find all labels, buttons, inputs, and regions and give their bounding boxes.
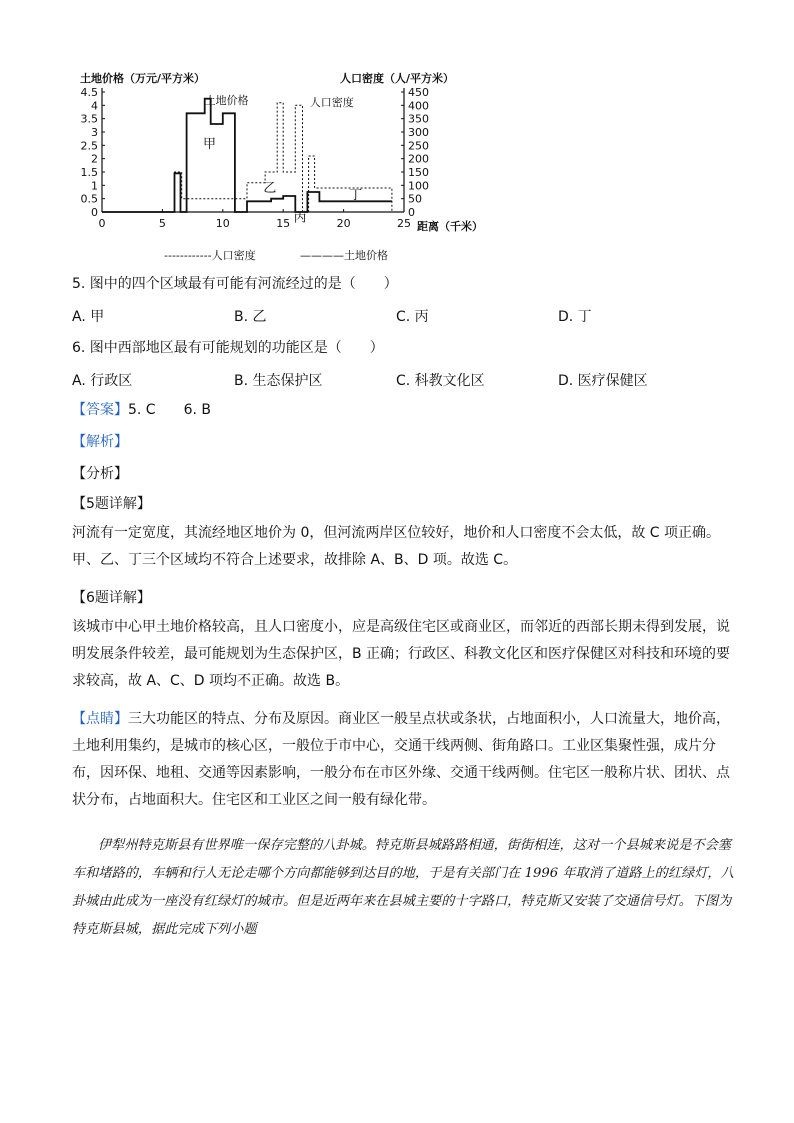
- d6-heading: 【6题详解】: [72, 590, 151, 606]
- right-axis-label: 人口密度（人/平方米）: [340, 72, 455, 85]
- left-tick-label: 3: [91, 126, 98, 139]
- q6-stem: 6. 图中西部地区最有可能规划的功能区是（ ）: [72, 340, 384, 356]
- x-tick-label: 5: [158, 217, 166, 230]
- answer-tag: 【答案】: [72, 402, 128, 418]
- right-tick-label: 450: [408, 86, 429, 99]
- x-tick-label: 20: [336, 217, 351, 230]
- d6-text: 该城市中心甲土地价格较高，且人口密度小，应是高级住宅区或商业区，而邻近的西部长期未得到发展，说明发展条件较差，最可能规划为生态保护区，B 正确；行政区、科教文化区和医疗保健区对科技和环境的要求较高，故 A、C、D 项均不正确。故选 B。: [72, 619, 731, 689]
- q5-option-a[interactable]: A. 甲: [72, 309, 105, 325]
- x-tick-label: 0: [98, 217, 106, 230]
- left-tick-label: 4.5: [80, 86, 98, 99]
- right-tick-label: 150: [408, 166, 429, 179]
- q5-options: [72, 306, 752, 326]
- q5-option-c[interactable]: C. 丙: [396, 309, 429, 325]
- left-tick-label: 3.5: [80, 112, 98, 126]
- legend-land: ————土地价格: [300, 249, 388, 262]
- left-tick-label: 0: [91, 206, 98, 219]
- legend-pop: ------------人口密度: [164, 249, 256, 262]
- left-tick-label: 1: [91, 179, 98, 193]
- land-price-population-chart: [72, 68, 492, 268]
- d5-text: 河流有一定宽度，其流经地区地价为 0，但河流两岸区位较好，地价和人口密度不会太低，故 C 项正确。甲、乙、丁三个区域均不符合上述要求，故排除 A、B、D 项。故选 C。: [72, 525, 721, 568]
- region-label-yi: 乙: [263, 181, 277, 196]
- land-series-label: 土地价格: [204, 94, 249, 107]
- region-label-bing: 丙: [293, 210, 307, 226]
- right-tick-label: 350: [408, 112, 429, 126]
- dianjing-tag: 【点睛】: [72, 711, 128, 727]
- dianjing-text: 三大功能区的特点、分布及原因。商业区一般呈点状或条状，占地面积小，人口流量大，地价高，土地利用集约，是城市的核心区，一般位于市中心，交通干线两侧、街角路口。工业区集聚性强，成片分布，因环保、地租、交通等因素影响，一般分布在市区外缘、交通干线两侧。住宅区一般称片状、团状、点状分布，占地面积大。住宅区和工业区之间一般有绿化带。: [72, 711, 730, 808]
- q6-option-b[interactable]: B. 生态保护区: [234, 373, 323, 389]
- dianjing-paragraph: [72, 706, 732, 814]
- left-axis-label: 土地价格（万元/平方米）: [80, 72, 206, 85]
- left-tick-label: 4: [91, 99, 98, 113]
- q6-option-d[interactable]: D. 医疗保健区: [558, 373, 648, 389]
- x-tick-label: 25: [397, 217, 411, 230]
- q6-option-c[interactable]: C. 科教文化区: [396, 373, 485, 389]
- q5-option-d[interactable]: D. 丁: [558, 309, 592, 325]
- left-tick-label: 0.5: [80, 192, 98, 206]
- q6-options: [72, 370, 752, 390]
- right-tick-label: 0: [408, 206, 415, 219]
- x-axis-label: 距离（千米）: [417, 220, 483, 233]
- right-tick-label: 250: [408, 139, 429, 153]
- region-label-ding: 丁: [349, 188, 363, 204]
- left-tick-label: 1.5: [80, 166, 98, 179]
- right-tick-label: 50: [408, 192, 422, 206]
- pop-series-label: 人口密度: [309, 95, 354, 109]
- right-tick-label: 400: [408, 99, 429, 113]
- q5-option-b[interactable]: B. 乙: [234, 309, 267, 325]
- right-tick-label: 200: [408, 152, 429, 166]
- d5-heading: 【5题详解】: [72, 496, 151, 512]
- q5-stem: 5. 图中的四个区域最有可能有河流经过的是（ ）: [72, 276, 398, 292]
- answer-line: [72, 400, 211, 420]
- q6-option-a[interactable]: A. 行政区: [72, 373, 133, 389]
- left-tick-label: 2.5: [80, 139, 98, 153]
- fenxi-heading: 【分析】: [72, 466, 128, 482]
- x-tick-label: 15: [276, 217, 291, 230]
- right-tick-label: 300: [408, 126, 429, 139]
- next-material: 伊犁州特克斯县有世界唯一保存完整的八卦城。特克斯县城路路相通，街街相连，这对一个县城来说是不会塞车和堵路的，车辆和行人无论走哪个方向都能够到达目的地，于是有关部门在 1996 年取消了道路上的红绿灯，八卦城由此成为一座没有红绿灯的城市。但是近两年来在县城主要的十字路口，特克斯又安装了交通信号灯。下图为特克斯县城，据此完成下列小题: [72, 838, 734, 937]
- left-tick-label: 2: [91, 152, 98, 166]
- x-tick-label: 10: [215, 217, 230, 230]
- jiexi-heading: 【解析】: [72, 434, 128, 450]
- chart-svg: [72, 68, 492, 268]
- answer-text: 5. C 6. B: [128, 402, 211, 418]
- right-tick-label: 100: [408, 179, 429, 193]
- region-label-jia: 甲: [203, 137, 217, 152]
